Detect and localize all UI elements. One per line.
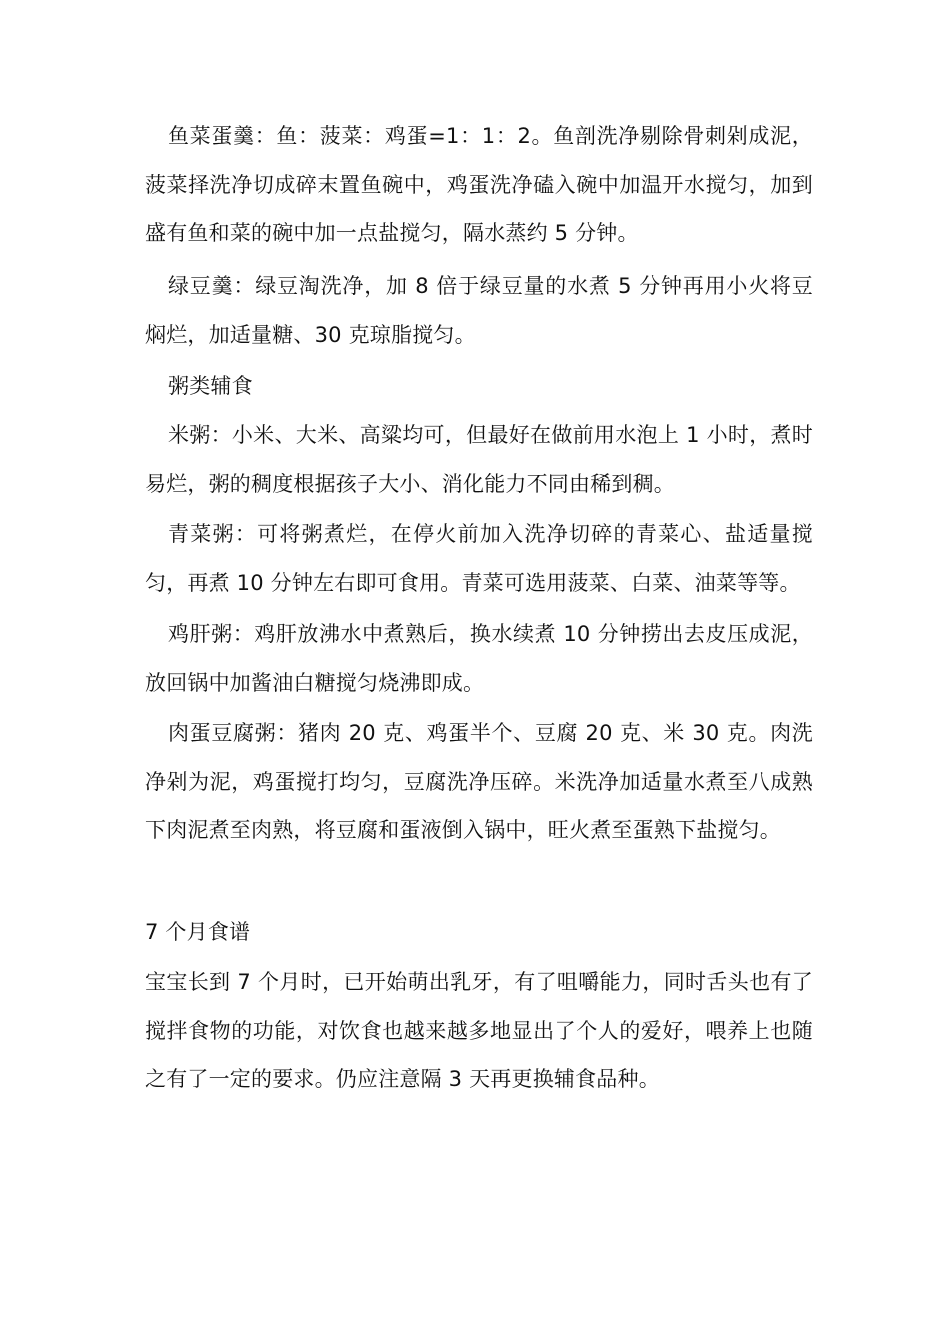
recipe-mung-bean-custard: 绿豆羹：绿豆淘洗净，加 8 倍于绿豆量的水煮 5 分钟再用小火将豆焖烂，加适量糖、30 克琼脂搅匀。 (145, 274, 813, 347)
recipe-chicken-liver-porridge: 鸡肝粥：鸡肝放沸水中煮熟后，换水续煮 10 分钟捞出去皮压成泥，放回锅中加酱油白糖搅匀烧沸即成。 (145, 622, 813, 695)
recipe-meat-egg-tofu-porridge: 肉蛋豆腐粥：猪肉 20 克、鸡蛋半个、豆腐 20 克、米 30 克。肉洗净剁为泥，鸡蛋搅打均匀，豆腐洗净压碎。米洗净加适量水煮至八成熟下肉泥煮至肉熟，将豆腐和蛋液倒入锅中，旺火煮至蛋熟下盐搅匀。 (145, 721, 813, 842)
section-heading-porridge: 粥类辅食 (168, 374, 253, 398)
recipe-fish-vegetable-egg-custard: 鱼菜蛋羹：鱼：菠菜：鸡蛋=1：1：2。鱼剖洗净剔除骨刺剁成泥，菠菜择洗净切成碎末置鱼碗中，鸡蛋洗净磕入碗中加温开水搅匀，加到盛有鱼和菜的碗中加一点盐搅匀，隔水蒸约 5 分钟。 (145, 124, 813, 245)
recipe-rice-porridge: 米粥：小米、大米、高粱均可，但最好在做前用水泡上 1 小时，煮时易烂，粥的稠度根据孩子大小、消化能力不同由稀到稠。 (145, 423, 813, 496)
intro-7-month-paragraph: 宝宝长到 7 个月时，已开始萌出乳牙，有了咀嚼能力，同时舌头也有了搅拌食物的功能，对饮食也越来越多地显出了个人的爱好，喂养上也随之有了一定的要求。仍应注意隔 3 天再更换辅食品种。 (145, 970, 813, 1091)
recipe-vegetable-porridge: 青菜粥：可将粥煮烂，在停火前加入洗净切碎的青菜心、盐适量搅匀，再煮 10 分钟左右即可食用。青菜可选用菠菜、白菜、油菜等等。 (145, 522, 813, 595)
section-heading-7-month-recipes: 7 个月食谱 (145, 920, 251, 944)
